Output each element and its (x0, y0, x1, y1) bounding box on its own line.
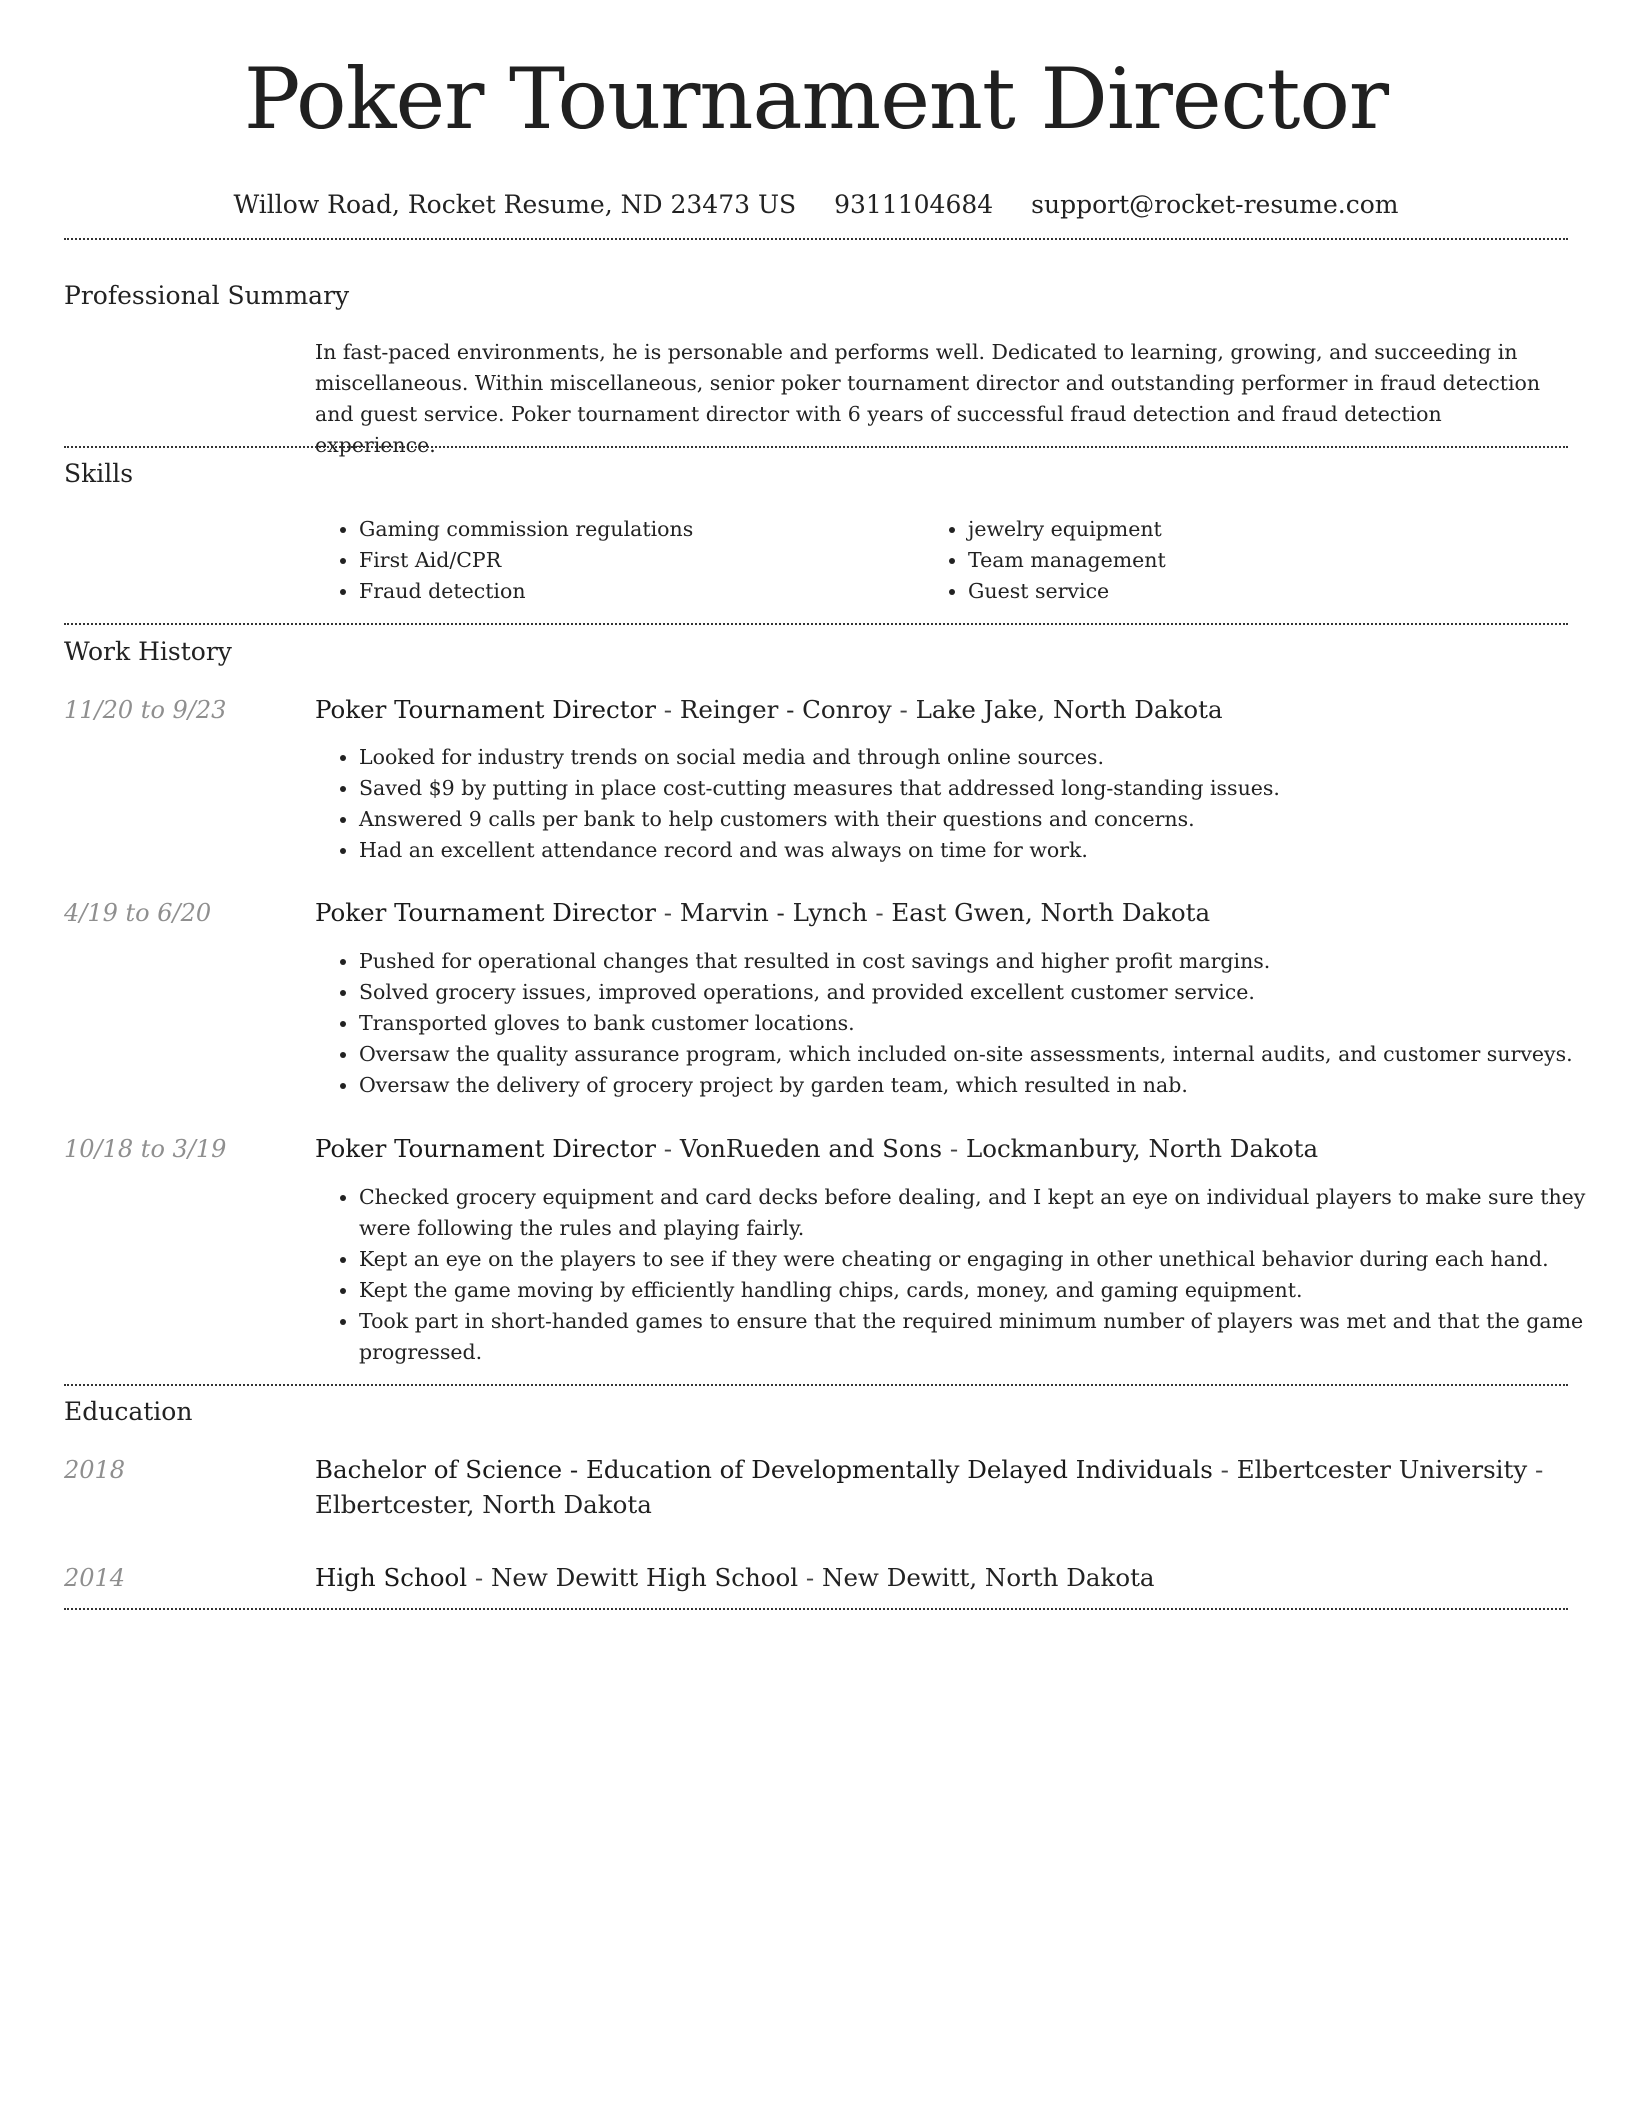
education-school: New Dewitt High School (490, 1563, 799, 1592)
section-divider (64, 1384, 1568, 1386)
job-company: Reinger - Conroy (679, 695, 892, 724)
separator: - (1212, 1455, 1237, 1484)
education-year: 2018 (64, 1456, 126, 1484)
job-bullet: • Checked grocery equipment and card decks before dealing, and I kept an eye on individual players to make sure they were following the rules and playing fairly. (359, 1182, 1589, 1244)
contact-line (0, 190, 1632, 220)
skills-heading: Skills (64, 459, 134, 488)
skills-list-left (315, 514, 693, 607)
separator: - (656, 898, 680, 927)
job-bullets (315, 946, 1589, 1101)
separator: - (867, 898, 892, 927)
job-role: Poker Tournament Director (315, 898, 657, 927)
section-divider (64, 446, 1568, 448)
separator: - (798, 1563, 822, 1592)
job-dates: 10/18 to 3/19 (64, 1135, 227, 1163)
separator: - (942, 1134, 966, 1163)
address-text: Willow Road, Rocket Resume, ND 23473 US (233, 190, 797, 219)
skill-item: • Fraud detection (359, 576, 693, 607)
job-bullets (315, 742, 1589, 866)
education-degree: Bachelor of Science - Education of Developmentally Delayed Individuals (315, 1455, 1213, 1484)
separator: - (1527, 1455, 1544, 1484)
job-bullet: • Saved $9 by putting in place cost-cutting measures that addressed long-standing issues. (359, 773, 1589, 804)
job-bullet: • Kept the game moving by efficiently handling chips, cards, money, and gaming equipment. (359, 1275, 1589, 1306)
job-company: VonRueden and Sons (679, 1134, 943, 1163)
education-school: Elbertcester University (1236, 1455, 1528, 1484)
summary-text: In fast-paced environments, he is personable and performs well. Dedicated to learning, growing, and succeeding in miscellaneous. Within miscellaneous, senior poker tournament director and outstanding performer in fraud detection and guest service. Poker tournament director with 6 years of successful fraud detection and fraud detection experience. (315, 340, 1541, 457)
job-heading (315, 692, 1545, 727)
education-degree: High School (315, 1563, 468, 1592)
separator: - (467, 1563, 491, 1592)
section-divider (64, 1608, 1568, 1610)
skill-item: • Gaming commission regulations (359, 514, 693, 545)
separator: - (656, 1134, 680, 1163)
education-location: New Dewitt, North Dakota (822, 1563, 1155, 1592)
skill-item: • jewelry equipment (968, 514, 1166, 545)
phone-text: 9311104684 (834, 190, 994, 219)
summary-heading: Professional Summary (64, 281, 350, 310)
job-bullet: • Answered 9 calls per bank to help customers with their questions and concerns. (359, 804, 1589, 835)
education-heading: Education (64, 1397, 193, 1426)
education-location: Elbertcester, North Dakota (315, 1490, 652, 1519)
education-entry (315, 1560, 1545, 1595)
job-bullet: • Looked for industry trends on social media and through online sources. (359, 742, 1589, 773)
job-bullet: • Transported gloves to bank customer locations. (359, 1008, 1589, 1039)
separator: - (656, 695, 680, 724)
candidate-name: Poker Tournament Director (243, 50, 1389, 148)
job-location: East Gwen, North Dakota (891, 898, 1211, 927)
separator: - (891, 695, 916, 724)
education-year: 2014 (64, 1564, 126, 1592)
work-history-heading: Work History (64, 637, 232, 666)
job-location: Lake Jake, North Dakota (915, 695, 1223, 724)
job-bullet: • Pushed for operational changes that resulted in cost savings and higher profit margins. (359, 946, 1589, 977)
job-heading (315, 895, 1545, 930)
skill-item: • First Aid/CPR (359, 545, 693, 576)
job-dates: 11/20 to 9/23 (64, 696, 227, 724)
job-heading (315, 1131, 1545, 1166)
skill-item: • Guest service (968, 576, 1166, 607)
job-location: Lockmanbury, North Dakota (965, 1134, 1319, 1163)
job-bullet: • Had an excellent attendance record and was always on time for work. (359, 835, 1589, 866)
skills-list-right (924, 514, 1166, 607)
email-link[interactable]: support@rocket-resume.com (1031, 190, 1399, 219)
job-bullets (315, 1182, 1589, 1368)
section-divider (64, 238, 1568, 240)
job-dates: 4/19 to 6/20 (64, 899, 212, 927)
job-bullet: • Solved grocery issues, improved operations, and provided excellent customer service. (359, 977, 1589, 1008)
job-bullet: • Oversaw the quality assurance program, which included on-site assessments, internal audits, and customer surveys. (359, 1039, 1589, 1070)
job-company: Marvin - Lynch (679, 898, 868, 927)
job-bullet: • Oversaw the delivery of grocery project by garden team, which resulted in nab. (359, 1070, 1589, 1101)
job-bullet: • Kept an eye on the players to see if they were cheating or engaging in other unethical behavior during each hand. (359, 1244, 1589, 1275)
education-entry (315, 1452, 1545, 1522)
job-bullet: • Took part in short-handed games to ensure that the required minimum number of players was met and that the game progressed. (359, 1306, 1589, 1368)
resume-header (0, 0, 1632, 220)
job-role: Poker Tournament Director (315, 1134, 657, 1163)
job-role: Poker Tournament Director (315, 695, 657, 724)
section-divider (64, 623, 1568, 625)
skill-item: • Team management (968, 545, 1166, 576)
